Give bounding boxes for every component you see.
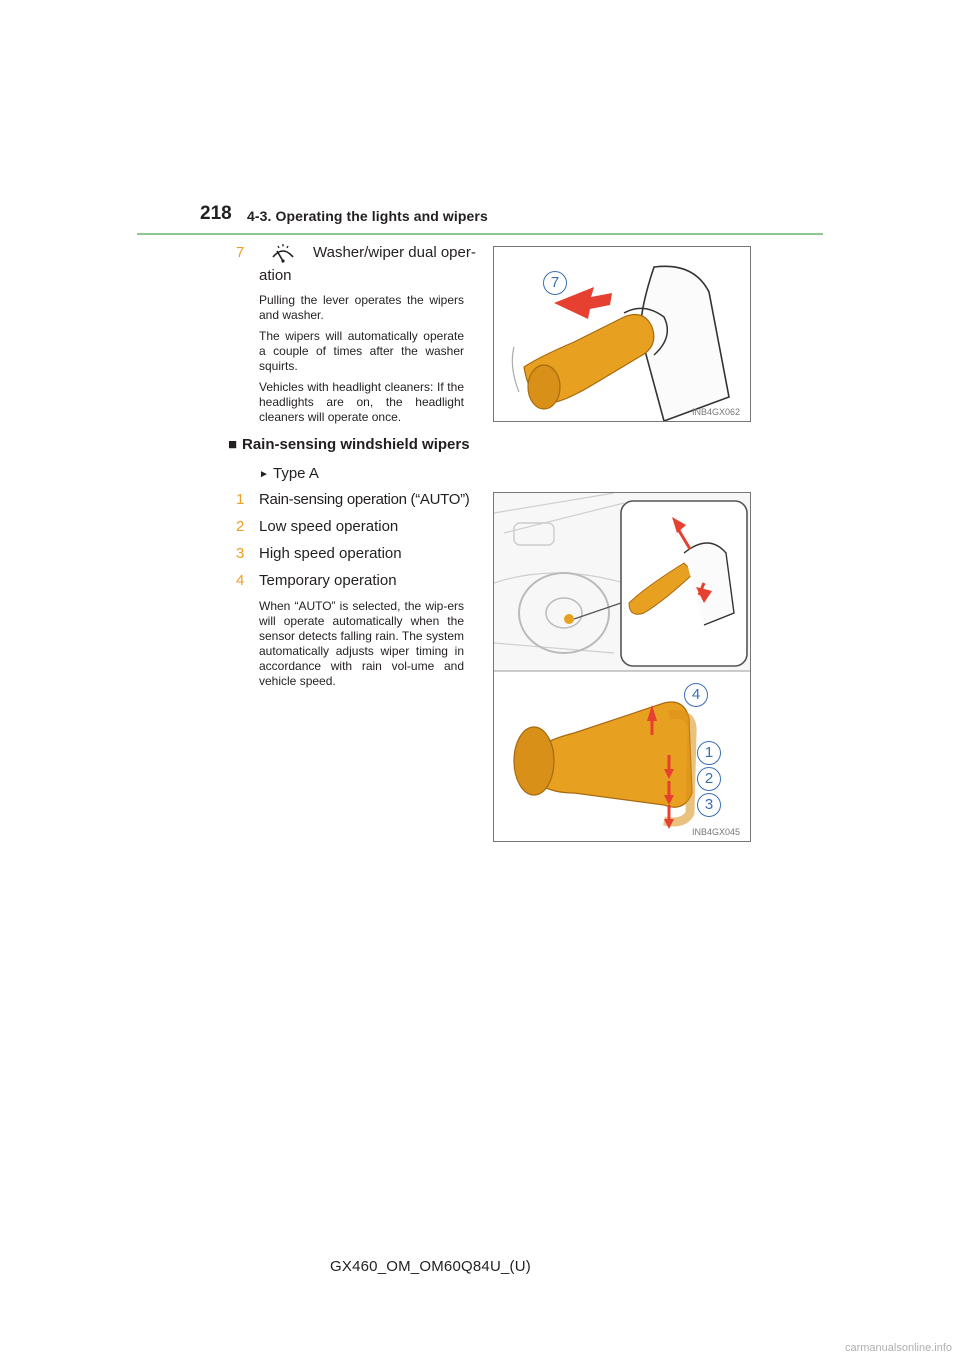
item-title-continued: ation (259, 267, 292, 284)
item-label: Rain-sensing operation (“AUTO”) (259, 491, 470, 508)
paragraph: Vehicles with headlight cleaners: If the headlights are on, the headlight cleaners will operate once. (259, 380, 464, 424)
figure-code: INB4GX062 (692, 407, 741, 417)
callout-number: 3 (697, 793, 721, 817)
callout-number: 4 (684, 683, 708, 707)
callout-number: 7 (543, 271, 567, 295)
document-code: GX460_OM_OM60Q84U_(U) (330, 1258, 531, 1275)
lever-illustration (494, 247, 750, 421)
item-number: 4 (236, 572, 245, 589)
type-label: Type A (273, 465, 319, 482)
rain-sensing-figure (493, 492, 751, 842)
item-label: Temporary operation (259, 572, 397, 589)
paragraph: The wipers will automatically operate a couple of times after the washer squirts. (259, 329, 464, 373)
item-number: 3 (236, 545, 245, 562)
section-title: 4-3. Operating the lights and wipers (247, 208, 488, 224)
item-label: Low speed operation (259, 518, 399, 535)
callout-number: 2 (697, 767, 721, 791)
callout-number: 1 (697, 741, 721, 765)
item-number: 2 (236, 518, 245, 535)
item-label: High speed operation (259, 545, 402, 562)
section-heading: Rain-sensing windshield wipers (242, 436, 470, 453)
item-number: 1 (236, 491, 245, 508)
auto-description: When “AUTO” is selected, the wip-ers will operate automatically when the sensor detects falling rain. The system automatically adjusts wiper timing in accordance with rain vol-ume and vehicle speed. (259, 599, 464, 688)
section-bullet: ■ (228, 436, 238, 453)
page-number: 218 (200, 203, 232, 224)
washer-description (259, 293, 464, 425)
header-rule (137, 233, 823, 235)
type-marker-icon: ► (259, 469, 269, 480)
item-title: Washer/wiper dual oper- (313, 244, 476, 261)
paragraph: Pulling the lever operates the wipers and washer. (259, 293, 464, 322)
watermark: carmanualsonline.info (844, 1342, 952, 1354)
figure-code: INB4GX045 (692, 827, 741, 837)
washer-wiper-icon (270, 243, 296, 265)
item-number: 7 (236, 244, 245, 261)
washer-lever-figure (493, 246, 751, 422)
